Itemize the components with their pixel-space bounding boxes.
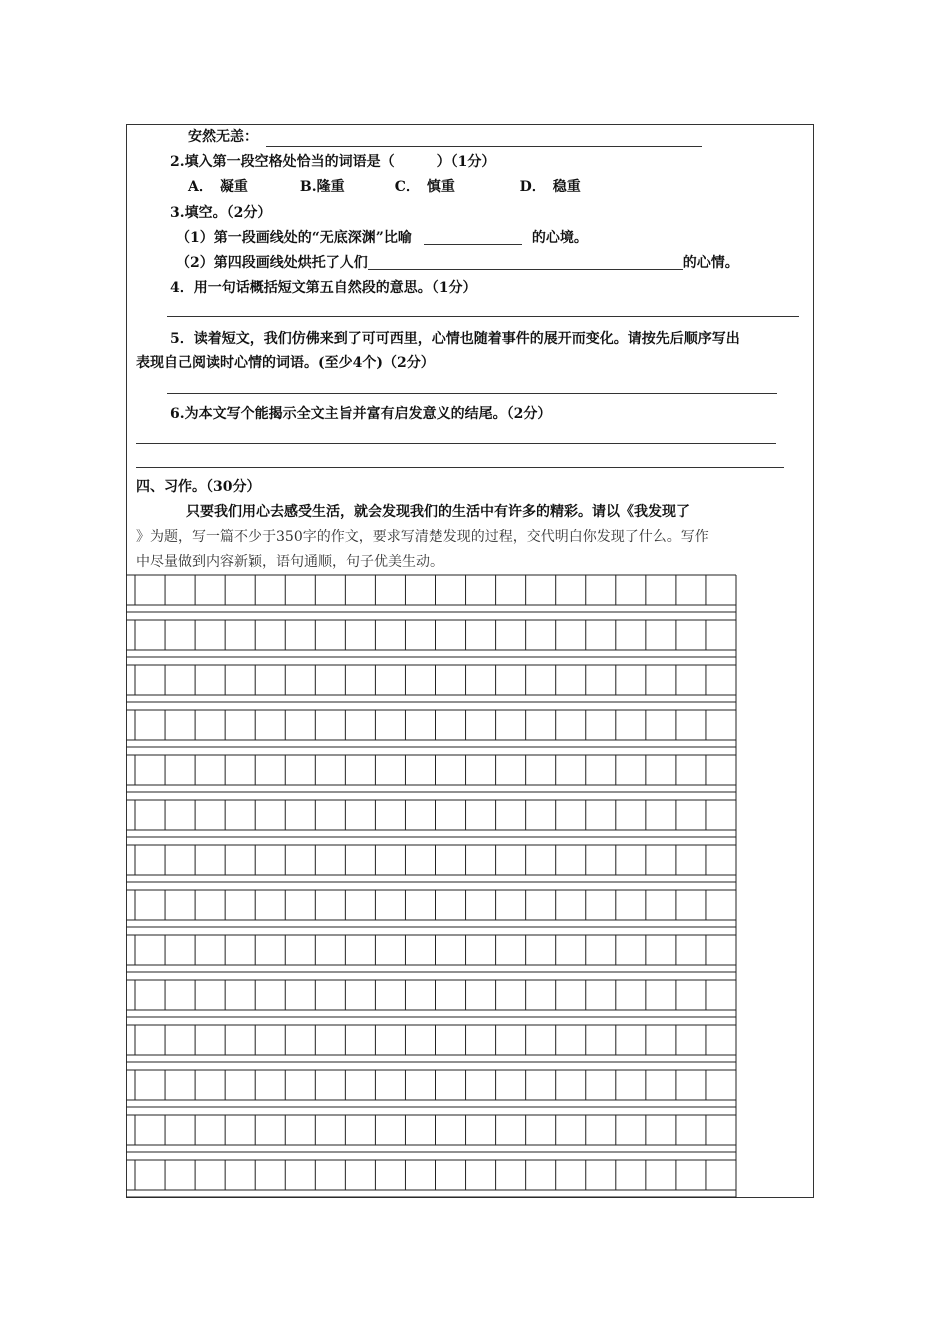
section4-heading: 四、习作。（30分） xyxy=(136,479,261,495)
q5-line1: 5．读着短文，我们仿佛来到了可可西里，心情也随着事件的展开而变化。请按先后顺序写出 xyxy=(170,331,740,347)
essay-prompt-line3: 中尽量做到内容新颖，语句通顺，句子优美生动。 xyxy=(136,554,444,570)
q3-part2: （2）第四段画线处烘托了人们 的心情。 xyxy=(176,255,739,271)
q2-option-b[interactable]: B.隆重 xyxy=(299,179,345,195)
q2-option-d[interactable]: D． 稳重 xyxy=(519,179,581,195)
q2-option-a[interactable]: A． 凝重 xyxy=(188,179,248,195)
q2-option-c[interactable]: C． 慎重 xyxy=(394,179,455,195)
essay-prompt-line2: 》为题，写一篇不少于350字的作文，要求写清楚发现的过程，交代明白你发现了什么。写作 xyxy=(136,529,709,545)
q6-stem: 6.为本文写个能揭示全文主旨并富有启发意义的结尾。（2分） xyxy=(170,406,552,422)
q5-line2: 表现自己阅读时心情的词语。(至少4个)（2分） xyxy=(136,355,435,371)
q2-stem: 2.填入第一段空格处恰当的词语是（ ）（1分） xyxy=(170,154,496,170)
q3-part1: （1）第一段画线处的“无底深渊”比喻 的心境。 xyxy=(176,230,588,246)
essay-prompt-line1: 只要我们用心去感受生活，就会发现我们的生活中有许多的精彩。请以《我发现了 xyxy=(186,504,690,520)
q1-label: 安然无恙： xyxy=(188,129,258,145)
q3-stem: 3.填空。（2分） xyxy=(170,205,272,221)
q4-stem: 4．用一句话概括短文第五自然段的意思。（1分） xyxy=(170,280,477,296)
